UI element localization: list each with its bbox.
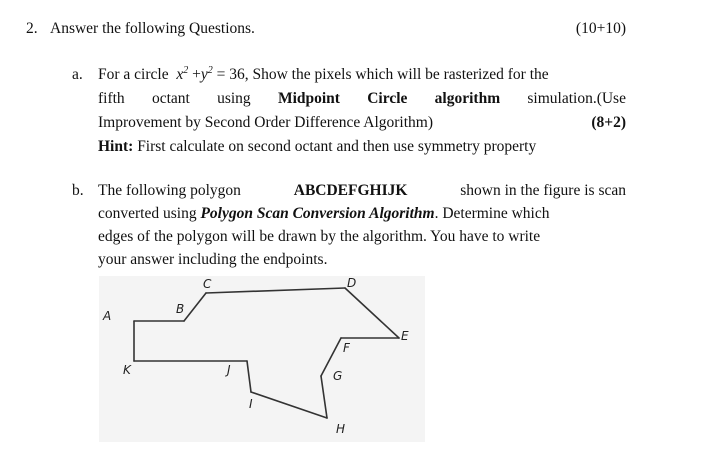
polygon-figure: [99, 276, 425, 442]
question-title: Answer the following Questions.: [50, 20, 255, 37]
vertex-label-k: K: [123, 363, 131, 377]
vertex-label-a: A: [103, 309, 112, 323]
question-header: [26, 20, 626, 42]
edge-hi: [251, 392, 327, 418]
vertex-label-j: J: [227, 363, 231, 377]
part-a-line-2: [98, 90, 626, 110]
part-b-line-1-rest: shown in the figure is scan: [460, 182, 626, 199]
part-a-hint: [98, 138, 626, 158]
edge-de: [345, 288, 399, 338]
equation: [172, 66, 244, 83]
polygon-svg: [99, 276, 425, 442]
vertex-label-i: I: [249, 397, 253, 411]
part-b-line-2: [98, 205, 626, 225]
vertex-label-g: G: [333, 369, 343, 383]
equation-rhs: = 36: [216, 66, 245, 83]
part-a-line-3-text: Improvement by Second Order Difference Algorithm): [98, 114, 434, 131]
word-fifth: fifth: [98, 90, 125, 107]
part-b: [72, 182, 626, 276]
question-marks: (10+10): [575, 20, 626, 37]
part-a-label: a.: [72, 66, 83, 83]
part-b-line-2-rest: . Determine which: [434, 205, 550, 222]
part-b-line-4-text: your answer including the endpoints.: [98, 251, 328, 268]
edge-cd: [206, 288, 345, 293]
question-number: 2.: [26, 20, 38, 37]
vertex-label-f: F: [343, 341, 350, 355]
edge-gh: [321, 376, 327, 418]
part-b-line-3-text: edges of the polygon will be drawn by the algorithm. You have to write: [98, 228, 541, 245]
part-a-intro: For a circle: [98, 66, 169, 83]
vertex-label-e: E: [401, 329, 409, 343]
hint-label: Hint:: [98, 138, 134, 155]
word-simulation: simulation.(Use: [527, 90, 626, 107]
vertex-label-c: C: [203, 277, 212, 291]
word-midpoint: Midpoint: [277, 90, 340, 107]
word-circle: Circle: [367, 90, 408, 107]
algorithm-name: Polygon Scan Conversion Algorithm: [200, 205, 435, 222]
part-b-line-2-start: converted using: [98, 205, 197, 222]
word-octant: octant: [151, 90, 190, 107]
part-b-line-1: [98, 182, 626, 202]
vertex-label-h: H: [336, 422, 346, 436]
y-exponent: 2: [207, 64, 213, 76]
x-variable: x: [176, 66, 184, 83]
part-a-line-3: [98, 114, 626, 134]
part-b-line-3: [98, 228, 626, 248]
hint-text: First calculate on second octant and then use symmetry property: [137, 138, 537, 155]
part-a: [72, 66, 626, 162]
x-exponent: 2: [183, 64, 189, 76]
vertex-label-d: D: [347, 276, 357, 290]
word-algorithm: algorithm: [434, 90, 501, 107]
part-b-label: b.: [72, 182, 84, 199]
edge-bc: [184, 293, 206, 321]
vertex-label-b: B: [176, 302, 185, 316]
part-b-line-4: [98, 251, 626, 271]
word-using: using: [217, 90, 251, 107]
edge-ij: [247, 361, 251, 392]
part-a-line-1-rest: , Show the pixels which will be rasterized for the: [244, 66, 549, 83]
plus-sign: +: [192, 66, 201, 83]
part-a-line-1: [98, 66, 626, 86]
polygon-name: ABCDEFGHIJK: [293, 182, 408, 199]
y-variable: y: [200, 66, 208, 83]
part-b-intro: The following polygon: [98, 182, 241, 199]
part-a-marks: (8+2): [591, 114, 626, 131]
